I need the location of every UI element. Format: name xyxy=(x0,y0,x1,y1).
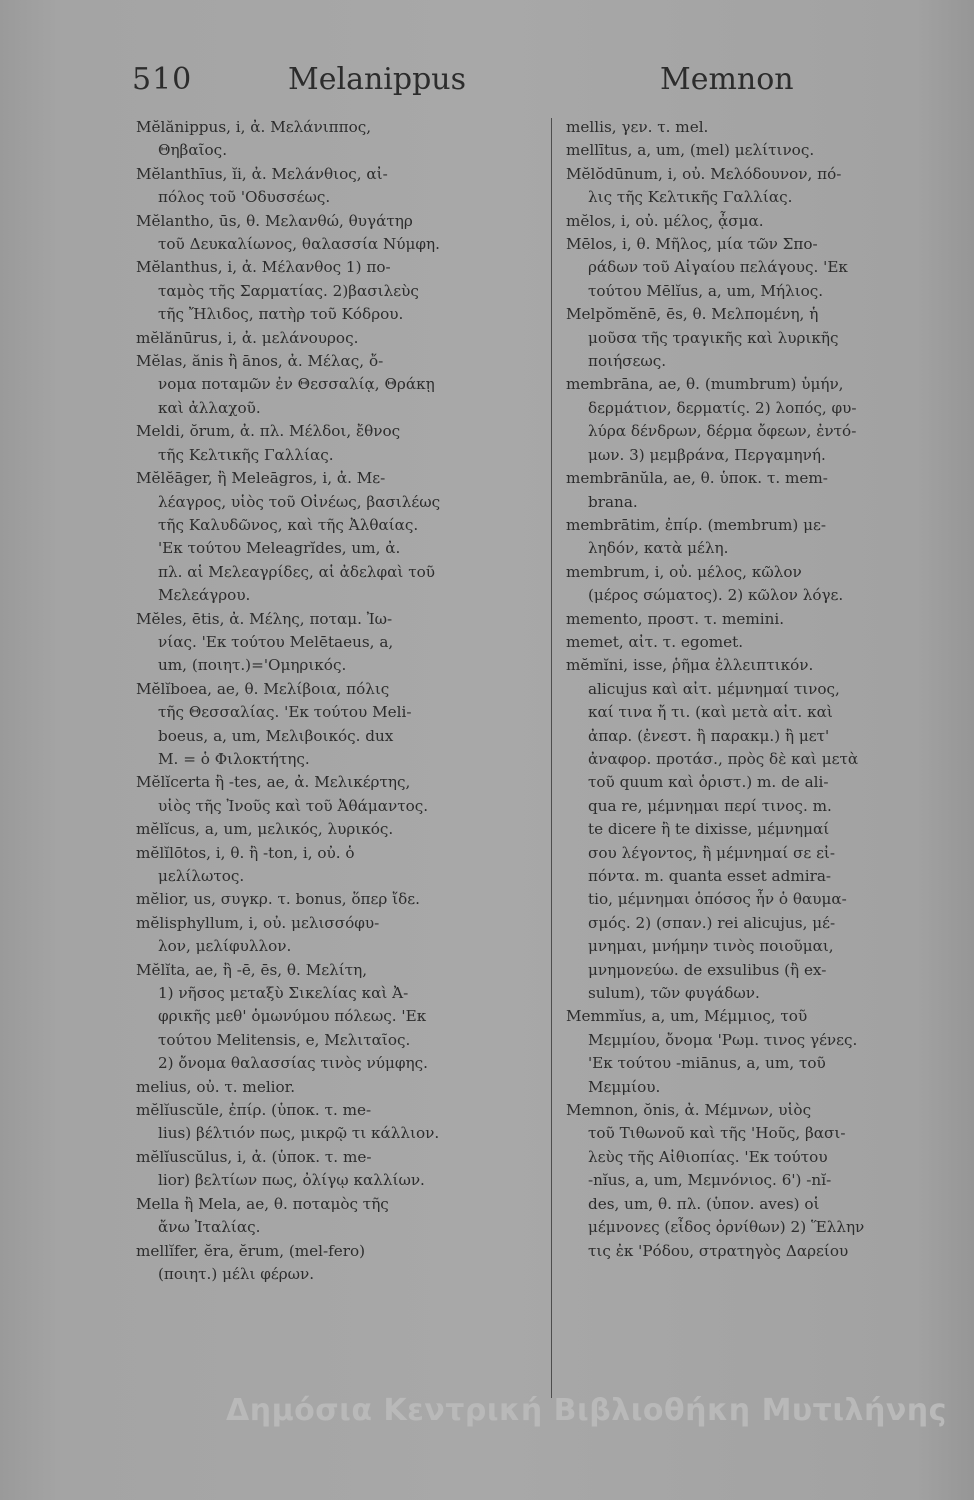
entry-line: τούτου Melitensis, e, Μελιταῖος. xyxy=(158,1030,411,1049)
entry-line: ἀναφορ. προτάσ., πρὸς δὲ καὶ μετὰ xyxy=(588,749,859,768)
entry-line: mĕlior, us, συγκρ. τ. bonus, ὅπερ ἴδε. xyxy=(136,890,420,909)
entry-line: brana. xyxy=(588,492,638,511)
entry-line: membrātim, ἐπίρ. (membrum) με- xyxy=(566,515,827,534)
entry-line: μνημαι, μνήμην τινὸς ποιοῦμαι, xyxy=(588,937,834,956)
entry-line: καὶ ἀλλαχοῦ. xyxy=(158,398,261,417)
entry-line: Memmĭus, a, um, Μέμμιος, τοῦ xyxy=(566,1007,808,1026)
entry-line: -nĭus, a, um, Μεμνόνιος. 6') -nĭ- xyxy=(588,1171,832,1190)
entry-line: memento, προστ. τ. memini. xyxy=(566,609,785,628)
entry-line: καί τινα ἤ τι. (καὶ μετὰ αἰτ. καὶ xyxy=(588,703,833,722)
left-running-head: Melanippus xyxy=(288,62,466,97)
entry-line: τῆς Θεσσαλίας. 'Εκ τούτου Meli- xyxy=(158,703,412,722)
entry-line: υἱὸς τῆς Ἰνοῦς καὶ τοῦ Ἀθάμαντος. xyxy=(158,796,429,815)
entry-line: Mĕlŏdūnum, i, οὐ. Μελόδουνον, πό- xyxy=(566,164,842,183)
entry-line: σμός. 2) (σπαν.) rei alicujus, μέ- xyxy=(588,913,836,932)
entry-line: mĕlos, i, οὐ. μέλος, ᾆσμα. xyxy=(566,211,764,230)
entry-line: tio, μέμνημαι ὁπόσος ἦν ὁ θαυμα- xyxy=(588,890,847,909)
entry-line: Mĕlĭta, ae, ἢ -ē, ēs, θ. Μελίτη, xyxy=(136,960,368,979)
entry-line: ληδόν, κατὰ μέλη. xyxy=(588,539,729,558)
entry-line: melius, οὐ. τ. melior. xyxy=(136,1077,296,1096)
entry-line: λον, μελίφυλλον. xyxy=(158,937,292,956)
entry-line: Mĕlas, ănis ἢ ānos, ἀ. Μέλας, ὄ- xyxy=(136,352,384,371)
entry-line: Mella ἢ Mela, ae, θ. ποταμὸς τῆς xyxy=(136,1194,389,1213)
entry-line: δερμάτιον, δερματίς. 2) λοπός, φυ- xyxy=(588,398,857,417)
entry-line: Mĕlĭcerta ἢ -tes, ae, ἀ. Μελικέρτης, xyxy=(136,773,411,792)
entry-line: mĕlĭcus, a, um, μελικός, λυρικός. xyxy=(136,820,394,839)
entry-line: alicujus καὶ αἰτ. μέμνημαί τινος, xyxy=(588,679,840,698)
entry-line: λις τῆς Κελτικῆς Γαλλίας. xyxy=(588,188,793,207)
entry-line: lius) βέλτιόν πως, μικρῷ τι κάλλιον. xyxy=(158,1124,440,1143)
entry-line: Meldi, ŏrum, ἀ. πλ. Μέλδοι, ἔθνος xyxy=(136,422,401,441)
entry-line: Μεμμίου. xyxy=(588,1077,661,1096)
entry-line: τῆς Καλυδῶνος, καὶ τῆς Ἀλθαίας. xyxy=(158,515,419,534)
entry-line: τοῦ Δευκαλίωνος, θαλασσία Νύμφη. xyxy=(158,235,440,254)
entry-line: μων. 3) μεμβράνα, Περγαμηνή. xyxy=(588,445,826,464)
entry-line: λέαγρος, υἱὸς τοῦ Οἰνέως, βασιλέως xyxy=(158,492,441,511)
entry-line: τοῦ Τιθωνοῦ καὶ τῆς 'Ηοῦς, βασι- xyxy=(588,1124,846,1143)
page-header xyxy=(0,62,974,102)
entry-line: mĕlĭlōtos, i, θ. ἢ -ton, i, οὐ. ὁ xyxy=(136,843,355,862)
entry-line: τῆς Κελτικῆς Γαλλίας. xyxy=(158,445,334,464)
entry-line: Memnon, ŏnis, ἀ. Μέμνων, υἱὸς xyxy=(566,1101,812,1120)
entry-line: ἄνω Ἰταλίας. xyxy=(158,1218,261,1237)
entry-line: μελίλωτος. xyxy=(158,867,245,885)
entry-line: Mĕlanthus, i, ἀ. Μέλανθος 1) πο- xyxy=(136,258,391,277)
entry-line: sulum), τῶν φυγάδων. xyxy=(588,984,760,1003)
entry-line: mĕlănūrus, i, ἀ. μελάνουρος. xyxy=(136,328,359,347)
entry-line: Mĕlănippus, i, ἀ. Μελάνιππος, xyxy=(136,118,372,136)
entry-line: τῆς Ἤλιδος, πατὴρ τοῦ Κόδρου. xyxy=(158,305,404,324)
page-number: 510 xyxy=(132,62,193,97)
entry-line: νίας. 'Εκ τούτου Melētaeus, a, xyxy=(158,632,394,651)
entry-line: μοῦσα τῆς τραγικῆς καὶ λυρικῆς xyxy=(588,328,839,347)
entry-line: Melpŏmĕnē, ēs, θ. Μελπομένη, ἡ xyxy=(566,305,819,324)
entry-line: σου λέγοντος, ἢ μέμνημαί σε εἰ- xyxy=(588,843,836,862)
entry-line: ταμὸς τῆς Σαρματίας. 2)βασιλεὺς xyxy=(158,281,419,300)
entry-line: (μέρος σώματος). 2) κῶλον λόγε. xyxy=(588,586,844,605)
entry-line: φρικῆς μεθ' ὁμωνύμου πόλεως. 'Εκ xyxy=(158,1007,427,1026)
entry-line: ράδων τοῦ Αἰγαίου πελάγους. 'Εκ xyxy=(588,258,848,277)
entry-line: lior) βελτίων πως, ὀλίγῳ καλλίων. xyxy=(158,1171,425,1190)
entry-line: Mĕlantho, ūs, θ. Μελανθώ, θυγάτηρ xyxy=(136,211,413,230)
right-running-head: Memnon xyxy=(660,62,794,97)
entry-line: (ποιητ.) μέλι φέρων. xyxy=(158,1264,315,1283)
right-column xyxy=(566,116,960,1263)
entry-line: Θηβαῖος. xyxy=(158,141,228,160)
entry-line: νομα ποταμῶν ἐν Θεσσαλίᾳ, Θράκῃ xyxy=(158,375,435,394)
entry-line: membrum, i, οὐ. μέλος, κῶλον xyxy=(566,562,802,581)
entry-line: membrāna, ae, θ. (mumbrum) ὑμήν, xyxy=(566,375,844,394)
entry-line: Mĕlĭboea, ae, θ. Μελίβοια, πόλις xyxy=(136,679,390,698)
entry-line: 'Εκ τούτου -miānus, a, um, τοῦ xyxy=(588,1054,826,1073)
entry-line: mĕlisphyllum, i, οὐ. μελισσόφυ- xyxy=(136,913,380,932)
entry-line: πλ. αἱ Μελεαγρίδες, αἱ ἀδελφαὶ τοῦ xyxy=(158,562,435,581)
left-column xyxy=(136,116,540,1286)
entry-line: λεὺς τῆς Αἰθιοπίας. 'Εκ τούτου xyxy=(588,1147,828,1166)
entry-line: 'Εκ τούτου Meleagrĭdes, um, ἀ. xyxy=(158,539,401,558)
entry-line: Μεμμίου, ὄνομα 'Ρωμ. τινος γένες. xyxy=(588,1030,858,1049)
entry-line: ἀπαρ. (ἐνεστ. ἢ παρακμ.) ἢ μετ' xyxy=(588,726,830,745)
entry-line: mellis, γεν. τ. mel. xyxy=(566,118,709,136)
entry-line: membrānŭla, ae, θ. ὑποκ. τ. mem- xyxy=(566,469,828,488)
entry-line: 2) ὄνομα θαλασσίας τινὸς νύμφης. xyxy=(158,1054,428,1073)
entry-line: qua re, μέμνημαι περί τινος. m. xyxy=(588,796,832,815)
entry-line: 1) νῆσος μεταξὺ Σικελίας καὶ Ἀ- xyxy=(158,984,409,1003)
entry-line: τις ἐκ 'Ρόδου, στρατηγὸς Δαρείου xyxy=(588,1241,849,1260)
entry-line: τοῦ quum καὶ ὁριστ.) m. de ali- xyxy=(588,773,829,792)
entry-line: memet, αἰτ. τ. egomet. xyxy=(566,632,744,651)
entry-line: πόλος τοῦ 'Οδυσσέως. xyxy=(158,188,331,207)
entry-line: τούτου Mēlĭus, a, um, Μήλιος. xyxy=(588,281,824,300)
entry-line: Mēlos, i, θ. Μῆλος, μία τῶν Σπο- xyxy=(566,235,818,254)
entry-line: des, um, θ. πλ. (ὑπον. aves) οἱ xyxy=(588,1194,820,1213)
entry-line: πόντα. m. quanta esset admira- xyxy=(588,867,832,885)
entry-line: mellītus, a, um, (mel) μελίτινος. xyxy=(566,141,815,160)
entry-line: Μελεάγρου. xyxy=(158,586,251,605)
entry-line: boeus, a, um, Μελιβοικός. dux xyxy=(158,726,394,745)
entry-line: mĕmĭni, isse, ῥῆμα ἐλλειπτικόν. xyxy=(566,656,814,675)
column-divider xyxy=(551,118,552,1398)
entry-line: Mĕlanthīus, ĭi, ἀ. Μελάνθιος, αἰ- xyxy=(136,164,388,183)
entry-line: Mĕles, ētis, ἀ. Μέλης, ποταμ. Ἰω- xyxy=(136,609,393,628)
entry-line: mĕlĭuscŭle, ἐπίρ. (ὑποκ. τ. me- xyxy=(136,1101,372,1120)
entry-line: mellĭfer, ĕra, ĕrum, (mel-fero) xyxy=(136,1241,366,1260)
entry-line: um, (ποιητ.)='Ομηρικός. xyxy=(158,656,347,675)
entry-line: M. = ὁ Φιλοκτήτης. xyxy=(158,749,310,768)
entry-line: mĕlĭuscŭlus, i, ἀ. (ὑποκ. τ. me- xyxy=(136,1147,372,1166)
entry-line: λύρα δένδρων, δέρμα ὄφεων, ἐντό- xyxy=(588,422,857,441)
entry-line: ποιήσεως. xyxy=(588,352,667,371)
entry-line: Mĕlĕāger, ἢ Meleāgros, i, ἀ. Με- xyxy=(136,469,386,488)
entry-line: te dicere ἢ te dixisse, μέμνημαί xyxy=(588,820,830,839)
entry-line: μέμνονες (εἶδος ὀρνίθων) 2) Ἕλλην xyxy=(588,1218,865,1237)
entry-line: μνημονεύω. de exsulibus (ἢ ex- xyxy=(588,960,827,979)
library-watermark: Δημόσια Κεντρική Βιβλιοθήκη Μυτιλήνης xyxy=(226,1393,947,1428)
